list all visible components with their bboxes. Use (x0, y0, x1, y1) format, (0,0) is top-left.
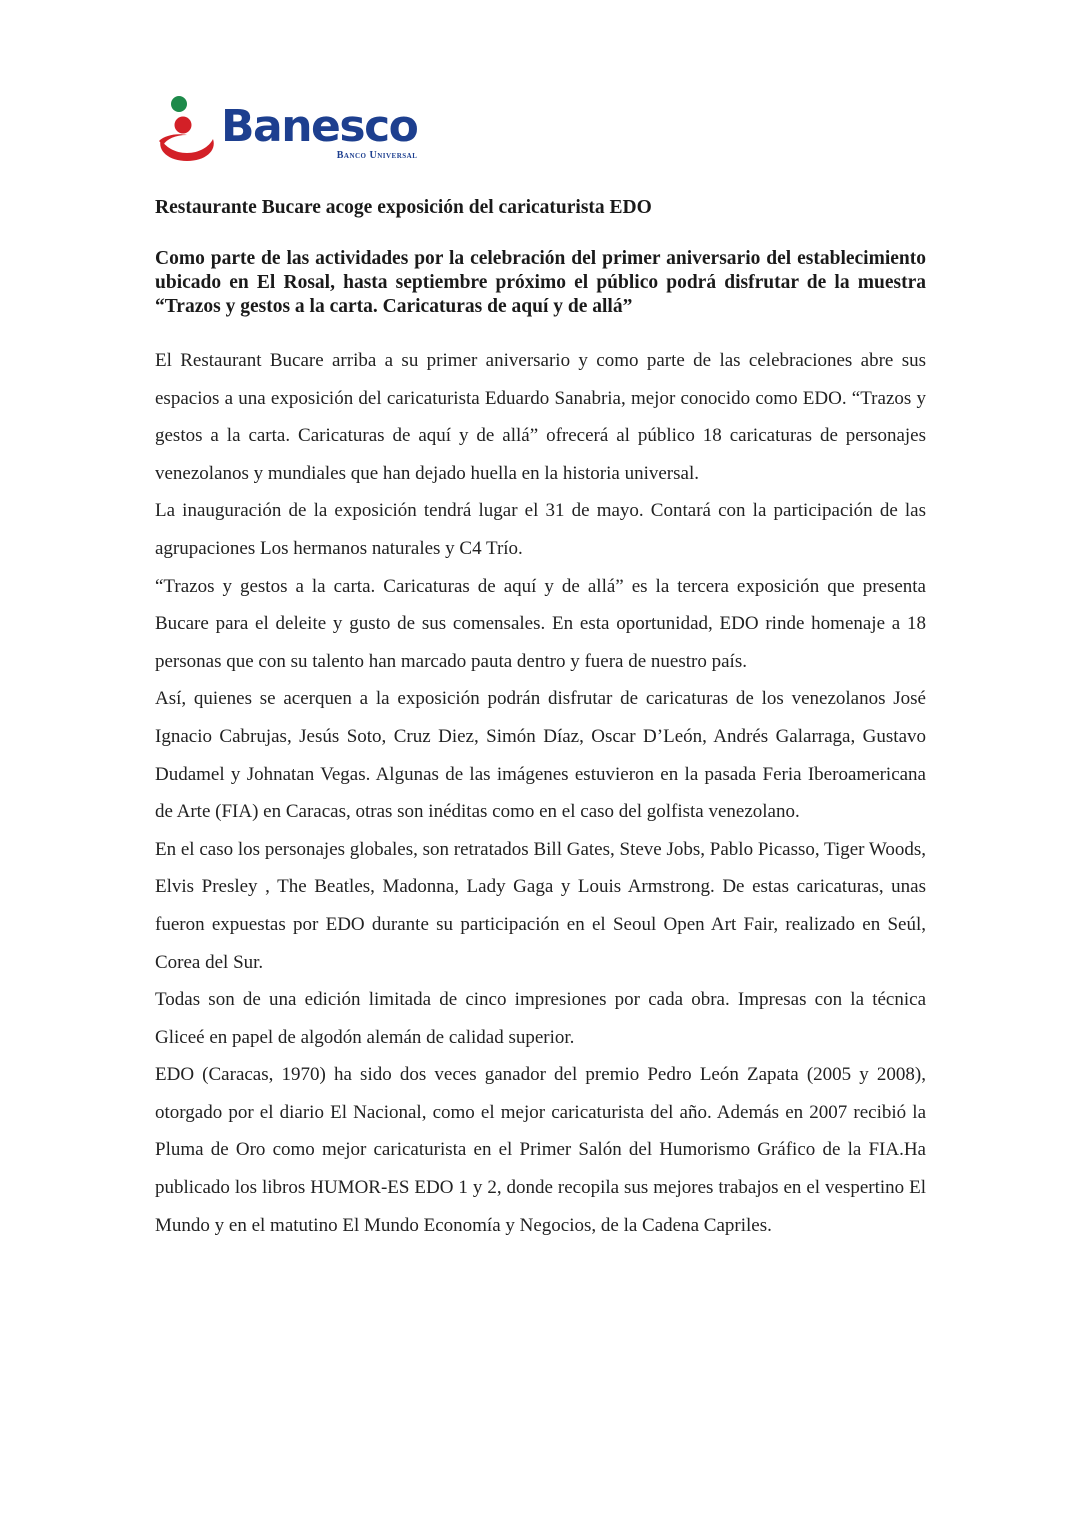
article-paragraph: EDO (Caracas, 1970) ha sido dos veces ganador del premio Pedro León Zapata (2005 y 2008), otorgado por el diario El Nacional, como el mejor caricaturista del año. Además en 2007 recibió la Pluma de Oro como mejor caricaturista en el Primer Salón del Humorismo Gráfico de la FIA.Ha publicado los libros HUMOR-ES EDO 1 y 2, donde recopila sus mejores trabajos en el vespertino El Mundo y en el matutino El Mundo Economía y Negocios, de la Cadena Capriles. (155, 1064, 926, 1236)
article-paragraph: Todas son de una edición limitada de cinco impresiones por cada obra. Impresas con la técnica Gliceé en papel de algodón alemán de calidad superior. (155, 989, 926, 1048)
article-body (155, 342, 926, 1244)
article-paragraph: En el caso los personajes globales, son retratados Bill Gates, Steve Jobs, Pablo Picasso, Tiger Woods, Elvis Presley , The Beatles, Madonna, Lady Gaga y Louis Armstrong. De estas caricaturas, unas fueron expuestas por EDO durante su participación en el Seoul Open Art Fair, realizado en Seúl, Corea del Sur. (155, 838, 926, 973)
article-headline: Restaurante Bucare acoge exposición del caricaturista EDO (155, 197, 652, 218)
article-paragraph: El Restaurant Bucare arriba a su primer aniversario y como parte de las celebraciones abre sus espacios a una exposición del caricaturista Eduardo Sanabria, mejor conocido como EDO. “Trazos y gestos a la carta. Caricaturas de aquí y de allá” ofrecerá al público 18 caricaturas de personajes venezolanos y mundiales que han dejado huella en la historia universal. (155, 350, 926, 484)
banesco-logo (155, 95, 926, 167)
banesco-emblem-icon (155, 95, 219, 165)
document-page (155, 95, 926, 1244)
article-paragraph: La inauguración de la exposición tendrá lugar el 31 de mayo. Contará con la participación de las agrupaciones Los hermanos naturales y C4 Trío. (155, 500, 926, 559)
logo-brand: Banesco (221, 101, 418, 152)
logo-text (221, 101, 418, 161)
article-paragraph: “Trazos y gestos a la carta. Caricaturas de aquí y de allá” es la tercera exposición que presenta Bucare para el deleite y gusto de sus comensales. En esta oportunidad, EDO rinde homenaje a 18 personas que con su talento han marcado pauta dentro y fuera de nuestro país. (155, 575, 926, 672)
logo-tagline: Banco Universal (336, 150, 418, 161)
article-subheadline: Como parte de las actividades por la celebración del primer aniversario del establecimiento ubicado en El Rosal, hasta septiembre próximo el público podrá disfrutar de la muestra “Trazos y gestos a la carta. Caricaturas de aquí y de allá” (155, 248, 926, 317)
article-paragraph: Así, quienes se acerquen a la exposición podrán disfrutar de caricaturas de los venezolanos José Ignacio Cabrujas, Jesús Soto, Cruz Diez, Simón Díaz, Oscar D’León, Andrés Galarraga, Gustavo Dudamel y Johnatan Vegas. Algunas de las imágenes estuvieron en la pasada Feria Iberoamericana de Arte (FIA) en Caracas, otras son inéditas como en el caso del golfista venezolano. (155, 688, 926, 823)
